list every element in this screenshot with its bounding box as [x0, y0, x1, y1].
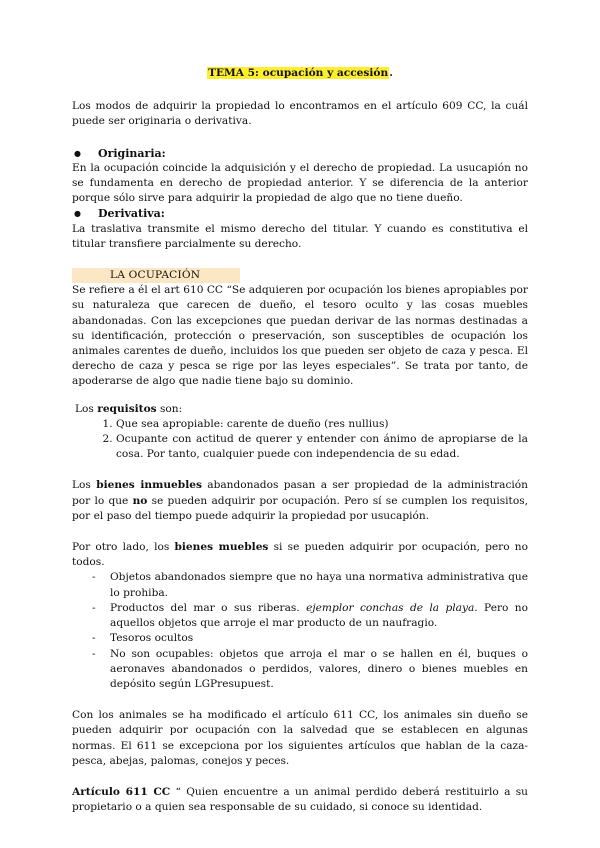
- requisitos-intro: [72, 402, 528, 417]
- articulo-bold: Artículo 611 CC: [72, 785, 171, 798]
- list-item: - No son ocupables: objetos que arroja el mar o se hallen en él, buques o aeronaves abandonados o perdidos, valores, dinero o bienes muebles en depósito según LGPresupuest.: [72, 647, 528, 693]
- item-text: Productos del mar o sus riberas.: [110, 601, 300, 614]
- list-item: - Objetos abandonados siempre que no haya una normativa administrativa que lo prohiba.: [72, 570, 528, 600]
- list-item: [72, 601, 528, 631]
- item-italic: ejemplor conchas de la playa.: [306, 601, 478, 614]
- list-item: 2. Ocupante con actitud de querer y entender con ánimo de apropiarse de la cosa. Por tanto, cualquier puede con independencia de su edad.: [116, 432, 528, 462]
- originaria-heading: [72, 146, 528, 161]
- muebles-intro: [72, 540, 528, 570]
- title-period: .: [389, 67, 393, 79]
- item-text: Pero no aquellos objetos que arroje el mar producto de un naufragio.: [110, 601, 528, 630]
- inmuebles-bold: bienes inmuebles: [96, 479, 202, 492]
- inmuebles-no: no: [132, 494, 148, 507]
- list-item: 1. Que sea apropiable: carente de dueño (res nullius): [116, 417, 528, 432]
- inmuebles-paragraph: [72, 478, 528, 524]
- muebles-bold: bienes muebles: [174, 541, 269, 554]
- derivativa-label: Derivativa:: [98, 207, 165, 221]
- articulo-paragraph: [72, 785, 528, 815]
- inmuebles-mid: abandonados pasan a ser propiedad de la administración por lo que: [72, 479, 528, 507]
- inmuebles-prefix: Los: [72, 479, 91, 492]
- requisitos-suffix: son:: [159, 402, 183, 415]
- title-highlight: TEMA 5: ocupación y accesión: [208, 67, 389, 79]
- muebles-suffix: si se pueden adquirir por ocupación, pero no todos.: [72, 541, 529, 569]
- inmuebles-rest: se pueden adquirir por ocupación. Pero sí se cumplen los requisitos, por el paso del tiempo puede adquirir la propiedad por usucapión.: [72, 494, 528, 522]
- document-page: [72, 66, 528, 815]
- originaria-label: Originaria:: [98, 146, 166, 160]
- requisitos-prefix: Los: [75, 402, 94, 415]
- originaria-paragraph: En la ocupación coincide la adquisición y el derecho de propiedad. La usucapión no se fundamenta en derecho de propiedad anterior. Y se diferencia de la anterior porque sólo sirve para adquirir la propiedad de algo que no tiene dueño.: [72, 161, 528, 205]
- derivativa-heading: [72, 206, 528, 221]
- articulo-text: “ Quien encuentre a un animal perdido deberá restituirlo a su propietario o a quien sea responsable de su cuidado, si conoce su identidad.: [72, 785, 528, 814]
- ocupacion-heading-row: [72, 268, 528, 283]
- requisitos-bold: requisitos: [97, 402, 157, 415]
- list-item: - Tesoros ocultos: [72, 631, 528, 646]
- document-title: [72, 66, 528, 81]
- ocupacion-paragraph: Se refiere a él el art 610 CC “Se adquieren por ocupación los bienes apropiables por su naturaleza que carecen de dueño, el tesoro oculto y las cosas muebles abandonadas. Con las excepciones que puedan derivar de las normas destinadas a su identificación, protección o preservación, son susceptibles de ocupación los animales carentes de dueño, incluidos los que pueden ser objeto de caza y pesca. El derecho de caza y pesca se rige por las leyes especiales”. Se trata por tanto, de apoderarse de algo que nadie tiene bajo su dominio.: [72, 284, 528, 388]
- muebles-prefix: Por otro lado, los: [72, 541, 170, 554]
- ocupacion-heading: LA OCUPACIÓN: [72, 268, 240, 283]
- animales-paragraph: Con los animales se ha modificado el artículo 611 CC, los animales sin dueño se pueden adquirir por ocupación con la salvedad que se establecen en algunas normas. El 611 se excepciona por los siguientes artículos que hablan de la caza-pesca, abejas, palomas, conejos y peces.: [72, 709, 528, 767]
- derivativa-paragraph: La traslativa transmite el mismo derecho del titular. Y cuando es constitutiva el titular transfiere parcialmente su derecho.: [72, 222, 528, 250]
- intro-paragraph: Los modos de adquirir la propiedad lo encontramos en el artículo 609 CC, la cuál puede ser originaria o derivativa.: [72, 100, 528, 128]
- muebles-list: [72, 570, 528, 692]
- requisitos-list: [72, 417, 528, 463]
